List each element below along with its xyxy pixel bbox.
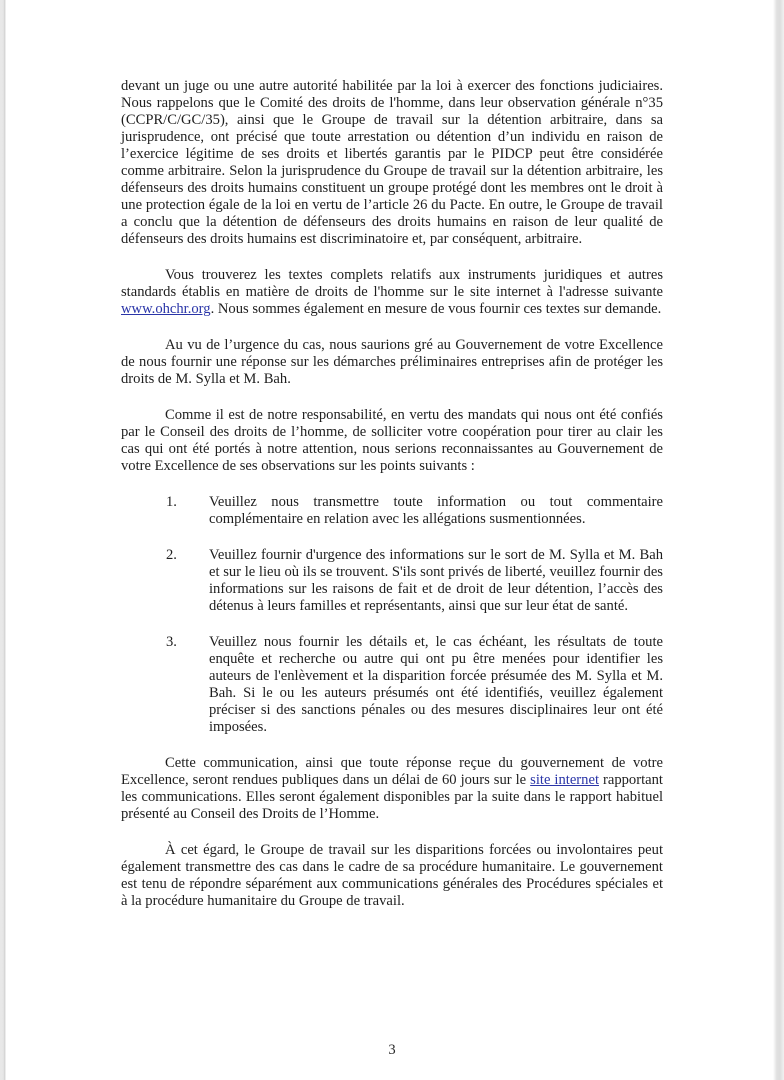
paragraph-communication-text-after: rapportant les communications. Elles seront également disponibles par la suite dans le rapport habituel présenté au Conseil des Droits de l’Homme. bbox=[121, 772, 663, 822]
list-item-1-number: 1. bbox=[166, 494, 177, 510]
scan-edge-left bbox=[0, 0, 6, 1080]
paragraph-egard: À cet égard, le Groupe de travail sur les disparitions forcées ou involontaires peut également transmettre des cas dans le cadre de sa procédure humanitaire. Le gouvernement est tenu de répondre séparément aux communications générales des Procédures spéciales et à la procédure humanitaire du Groupe de travail. bbox=[121, 842, 663, 909]
list-item-2 bbox=[166, 547, 663, 615]
list-item-2-text: Veuillez fournir d'urgence des informations sur le sort de M. Sylla et M. Bah et sur le lieu où ils se trouvent. S'ils sont privés de liberté, veuillez fournir des informations sur les raisons de fait et de droit de leur détention, l’accès des détenus à leurs familles et représentants, ainsi que sur leur état de santé. bbox=[209, 547, 663, 614]
paragraph-communication-text-before: Cette communication, ainsi que toute réponse reçue du gouvernement de votre Excellence, seront rendues publiques dans un délai de 60 jours sur le bbox=[121, 755, 663, 788]
paragraph-urgence: Au vu de l’urgence du cas, nous saurions gré au Gouvernement de votre Excellence de nous fournir une réponse sur les démarches préliminaires entreprises afin de protéger les droits de M. Sylla et M. Bah. bbox=[121, 337, 663, 387]
list-item-1-text: Veuillez nous transmettre toute information ou tout commentaire complémentaire en relation avec les allégations susmentionnées. bbox=[209, 494, 663, 527]
paragraph-communication bbox=[121, 755, 663, 823]
list-item-3-text: Veuillez nous fournir les détails et, le cas échéant, les résultats de toute enquête et recherche ou autre qui ont pu être menées pour identifier les auteurs de l'enlèvement et la disparition forcée présumée des M. Sylla et M. Bah. Si le ou les auteurs présumés ont été identifiés, veuillez également préciser si des sanctions pénales ou des mesures disciplinaires leur ont été imposées. bbox=[209, 634, 663, 735]
list-item-2-number: 2. bbox=[166, 547, 177, 563]
list-item-3-number: 3. bbox=[166, 634, 177, 650]
paragraph-standards-text-after: . Nous sommes également en mesure de vous fournir ces textes sur demande. bbox=[210, 301, 662, 317]
paragraph-standards-text-before: Vous trouverez les textes complets relatifs aux instruments juridiques et autres standards établis en matière de droits de l'homme sur le site internet à l'adresse suivante bbox=[121, 267, 663, 300]
paragraph-standards bbox=[121, 267, 663, 318]
list-item-1 bbox=[166, 494, 663, 528]
ohchr-website-link[interactable]: www.ohchr.org bbox=[121, 301, 211, 317]
list-item-3 bbox=[166, 634, 663, 736]
paragraph-mandats: Comme il est de notre responsabilité, en vertu des mandats qui nous ont été confiés par le Conseil des droits de l’homme, de solliciter votre coopération pour tirer au clair les cas qui ont été portés à notre attention, nous serions reconnaissantes au Gouvernement de votre Excellence de ses observations sur les points suivants : bbox=[121, 407, 663, 474]
page-number: 3 bbox=[388, 1042, 396, 1058]
paragraph-continuation: devant un juge ou une autre autorité habilitée par la loi à exercer des fonctions judiciaires. Nous rappelons que le Comité des droits de l'homme, dans leur observation générale n°35 (CCPR/C/GC/35), ainsi que le Groupe de travail sur la détention arbitraire, dans sa jurisprudence, ont précisé que toute arrestation ou détention d’un individu en raison de l’exercice légitime de ses droits et libertés garantis par le PIDCP peut être considérée comme arbitraire. Selon la jurisprudence du Groupe de travail sur la détention arbitraire, les défenseurs des droits humains constituent un groupe protégé dont les membres ont le droit à une protection égale de la loi en vertu de l’article 26 du Pacte. En outre, le Groupe de travail a conclu que la détention de défenseurs des droits humains en raison de leur qualité de défenseurs des droits humains est discriminatoire et, par conséquent, arbitraire. bbox=[121, 78, 663, 247]
scan-edge-right bbox=[773, 0, 784, 1080]
site-internet-link[interactable]: site internet bbox=[530, 772, 599, 788]
page-content bbox=[121, 78, 663, 929]
